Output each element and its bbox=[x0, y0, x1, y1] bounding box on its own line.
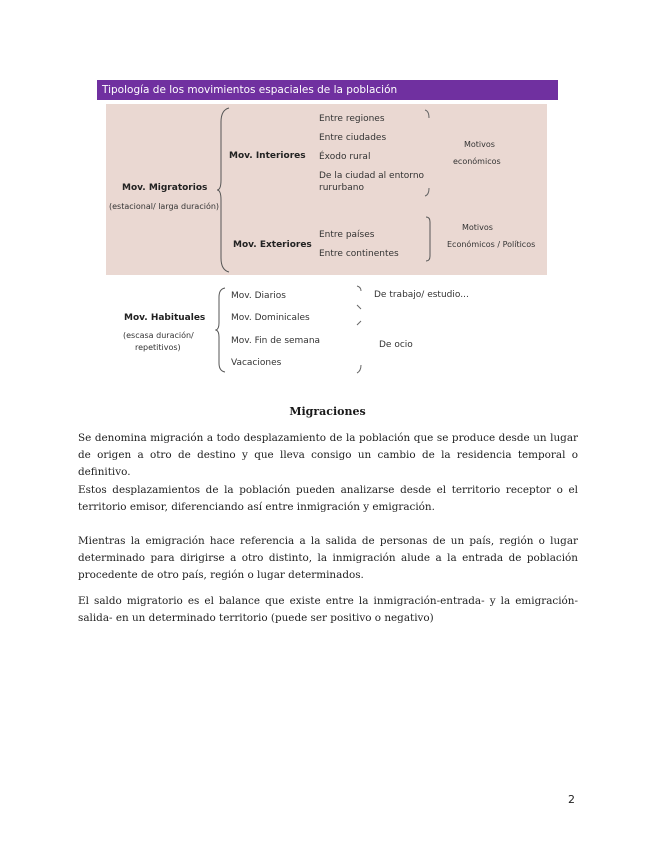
interiores-item: Entre regiones bbox=[319, 114, 385, 124]
habituales-item: Vacaciones bbox=[231, 358, 282, 368]
habituales-motive-leisure: De ocio bbox=[379, 340, 413, 350]
paragraph: Se denomina migración a todo desplazamiento de la población que se produce desde un lugar de origen a otro de destino y que lleva consigo un cambio de la residencia temporal o definitivo. bbox=[78, 432, 578, 478]
habituales-sublabel-line1: (escasa duración/ bbox=[123, 331, 194, 340]
paragraph: El saldo migratorio es el balance que existe entre la inmigración-entrada- y la emigración-salida- en un determinado territorio (puede ser positivo o negativo) bbox=[78, 595, 578, 624]
exteriores-item: Entre países bbox=[319, 230, 375, 240]
figure-title: Tipología de los movimientos espaciales de la población bbox=[97, 80, 558, 100]
migratorios-sublabel: (estacional/ larga duración) bbox=[109, 202, 220, 211]
exteriores-item: Entre continentes bbox=[319, 249, 399, 259]
exteriores-motive-line2: Económicos / Políticos bbox=[447, 240, 536, 249]
page-number: 2 bbox=[568, 793, 575, 806]
habituales-sublabel-line2: repetitivos) bbox=[135, 343, 181, 352]
typology-figure bbox=[97, 80, 558, 372]
migratorios-brace-icon bbox=[217, 106, 231, 274]
habituales-label: Mov. Habituales bbox=[124, 313, 206, 323]
exteriores-right-brace-icon bbox=[425, 216, 433, 262]
migratorios-label: Mov. Migratorios bbox=[122, 183, 208, 193]
habituales-item: Mov. Dominicales bbox=[231, 313, 310, 323]
interiores-item: rururbano bbox=[319, 183, 364, 193]
interiores-item: Entre ciudades bbox=[319, 133, 387, 143]
interiores-motive-line1: Motivos bbox=[464, 140, 495, 149]
interiores-item: De la ciudad al entorno bbox=[319, 171, 425, 181]
habituales-motive-work: De trabajo/ estudio... bbox=[374, 290, 469, 300]
habituales-brace-icon bbox=[215, 287, 227, 373]
habituales-right-brace-icon bbox=[355, 285, 365, 375]
interiores-item: Éxodo rural bbox=[319, 152, 371, 162]
interiores-label: Mov. Interiores bbox=[229, 151, 306, 161]
interiores-right-brace-icon bbox=[423, 108, 433, 198]
section-title: Migraciones bbox=[289, 405, 366, 418]
interiores-motive-line2: económicos bbox=[453, 157, 501, 166]
paragraph: Estos desplazamientos de la población pueden analizarse desde el territorio receptor o el territorio emisor, diferenciando así entre inmigración y emigración. bbox=[78, 484, 578, 513]
habituales-item: Mov. Fin de semana bbox=[231, 336, 321, 346]
exteriores-motive-line1: Motivos bbox=[462, 223, 493, 232]
paragraph: Mientras la emigración hace referencia a la salida de personas de un país, región o lugar determinado para dirigirse a otro distinto, la inmigración alude a la entrada de población procedente de otro país, región o lugar determinados. bbox=[78, 535, 578, 581]
exteriores-label: Mov. Exteriores bbox=[233, 240, 312, 250]
habituales-item: Mov. Diarios bbox=[231, 291, 286, 301]
